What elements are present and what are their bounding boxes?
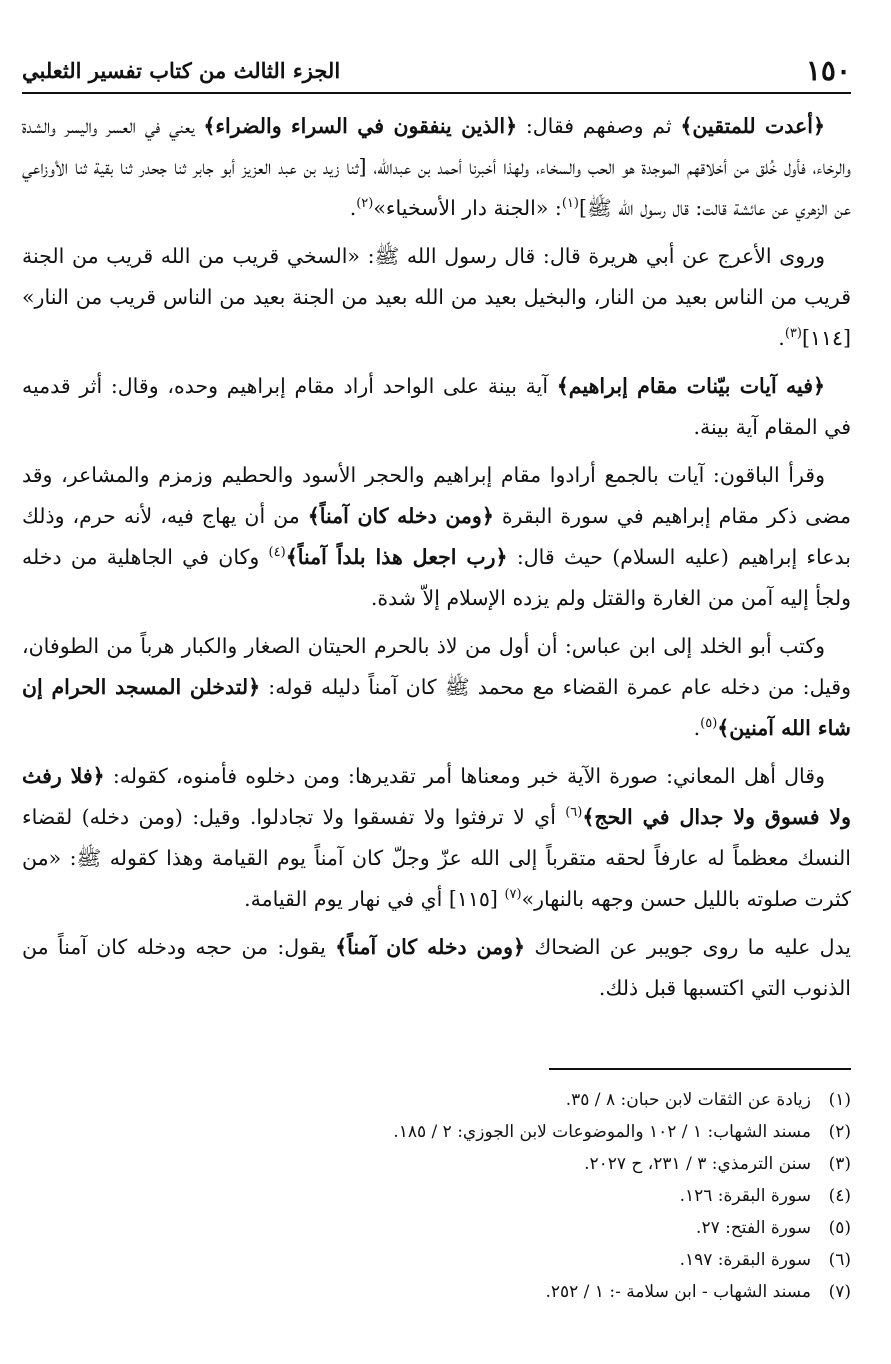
body-paragraph [22,927,851,1009]
paragraph-text: . [778,326,785,350]
paragraph-text: وقال أهل المعاني: صورة الآية خبر ومعناها أمر تقديرها: ومن دخلوه فأمنوه، كقوله: [104,764,825,788]
footnote-marker: (٦) [565,805,583,821]
paragraph-text: وقرأ الباقون: آيات بالجمع أرادوا مقام إبراهيم والحجر الأسود والحطيم وزمزم والمشاعر، وقد مضى ذكر مقام إبراهيم في سورة البقرة [22,463,851,528]
paragraph-text: وروى الأعرج عن أبي هريرة قال: قال رسول الله ﷺ: «السخي قريب من الله قريب من الجنة قريب من الناس بعيد من النار، والبخيل بعيد من الله بعيد من الجنة بعيد من الناس قريب من النار» [١١٤] [22,244,851,350]
footnote-text: مسند الشهاب: ١ / ١٠٢ والموضوعات لابن الجوزي: ٢ / ١٨٥. [393,1122,811,1142]
footnote-item [22,1276,851,1308]
footnote-number: (٧) [828,1282,851,1302]
quran-quote: ﴿فلا رفث ولا فسوق ولا جدال في الحج﴾ [22,764,851,829]
quran-quote: ﴿ومن دخله كان آمناً﴾ [335,935,526,959]
footnote-text: سورة البقرة: ١٩٧. [679,1250,811,1270]
body-paragraph [22,366,851,448]
paragraph-text: . [693,716,701,740]
footnote-number: (٦) [828,1250,851,1270]
footnote-marker: (٢) [356,196,374,212]
paragraph-text: . [349,196,357,220]
paragraph-text: : «الجنة دار الأسخياء» [373,196,562,220]
paragraph-text: من أن يهاج فيه، لأنه حرم، وذلك بدعاء إبراهيم (عليه السلام) حيث قال: [22,504,851,569]
body-paragraph [22,626,851,749]
footnote-item [22,1180,851,1212]
footnote-number: (٣) [828,1154,851,1174]
body-paragraph [22,106,851,229]
paragraph-text: ثم وصفهم فقال: [517,114,681,138]
paragraph-text: [١١٥] أي في نهار يوم القيامة. [244,887,505,911]
footnote-item [22,1148,851,1180]
footnote-marker: (٤) [268,545,286,561]
footnote-text: سنن الترمذي: ٣ / ٢٣١، ح ٢٠٢٧. [584,1154,811,1174]
footnote-marker: (١) [561,196,579,212]
footnote-marker: (٥) [700,716,718,732]
footnote-separator [549,1068,851,1070]
footnote-text: سورة الفتح: ٢٧. [696,1218,811,1238]
quran-quote: ﴿لتدخلن المسجد الحرام إن شاء الله آمنين﴾ [22,675,851,740]
body-paragraph [22,756,851,920]
footnote-number: (٥) [828,1218,851,1238]
footnote-text: مسند الشهاب - ابن سلامة -: ١ / ٢٥٢. [545,1282,811,1302]
body-paragraph [22,455,851,619]
footnote-item [22,1084,851,1116]
footnote-item [22,1212,851,1244]
paragraph-text: يعني في العسر واليسر والشدة والرخاء، فأول خُلق من أخلاقهم الموجدة هو الحب والسخاء، ولهذا أخبرنا أحمد بن عبدالله، [ثنا زيد بن عبد العزيز أبو جابر ثنا جحدر ثنا بقية ثنا الأوزاعي عن الزهري عن عائشة قالت: قال رسول الله ﷺ] [22,114,851,220]
footnote-marker: (٧) [504,887,522,903]
running-title: الجزء الثالث من كتاب تفسير الثعلبي [22,58,341,83]
body-paragraph [22,236,851,359]
body-text [22,106,851,1016]
footnote-number: (١) [828,1090,851,1110]
paragraph-text: يدل عليه ما روى جويبر عن الضحاك [525,935,852,959]
page-header [22,52,851,94]
paragraph-text: أي لا ترفثوا ولا تفسقوا ولا تجادلوا. وقيل: (ومن دخله) لقضاء النسك معظماً له عارفاً لحقه متقرباً إلى الله عزّ وجلّ كان آمناً يوم القيامة وهذا كقوله ﷺ: «من كثرت صلوته بالليل حسن وجهه بالنهار» [22,805,851,911]
page-number: ١٥٠ [805,54,851,87]
paragraph-text: وكتب أبو الخلد إلى ابن عباس: أن أول من لاذ بالحرم الحيتان الصغار والكبار هرباً من الطوفان، وقيل: من دخله عام عمرة القضاء مع محمد ﷺ كان آمناً دليله قوله: [22,634,851,699]
footnote-number: (٤) [828,1186,851,1206]
footnote-item [22,1244,851,1276]
quran-quote: ﴿ومن دخله كان آمناً﴾ [307,504,494,528]
footnote-text: سورة البقرة: ١٢٦. [679,1186,811,1206]
paragraph-text: وكان في الجاهلية من دخله ولجأ إليه آمن من الغارة والقتل ولم يزده الإسلام إلاّ شدة. [22,545,851,610]
paragraph-text: يقول: من حجه ودخله كان آمناً من الذنوب التي اكتسبها قبل ذلك. [22,935,851,1000]
footnote-item [22,1116,851,1148]
footnotes-list [22,1084,851,1308]
footnote-number: (٢) [828,1122,851,1142]
footnote-text: زيادة عن الثقات لابن حبان: ٨ / ٣٥. [565,1090,811,1110]
paragraph-text: آية بينة على الواحد أراد مقام إبراهيم وحده، وقال: أثر قدميه في المقام آية بينة. [22,374,851,439]
footnote-marker: (٣) [784,326,802,342]
quran-quote: ﴿رب اجعل هذا بلداً آمناً﴾ [285,545,508,569]
quran-quote: ﴿أعدت للمتقين﴾ [680,114,826,138]
quran-quote: ﴿الذين ينفقون في السراء والضراء﴾ [203,114,518,138]
quran-quote: ﴿فيه آيات بيّنات مقام إبراهيم﴾ [556,374,826,398]
